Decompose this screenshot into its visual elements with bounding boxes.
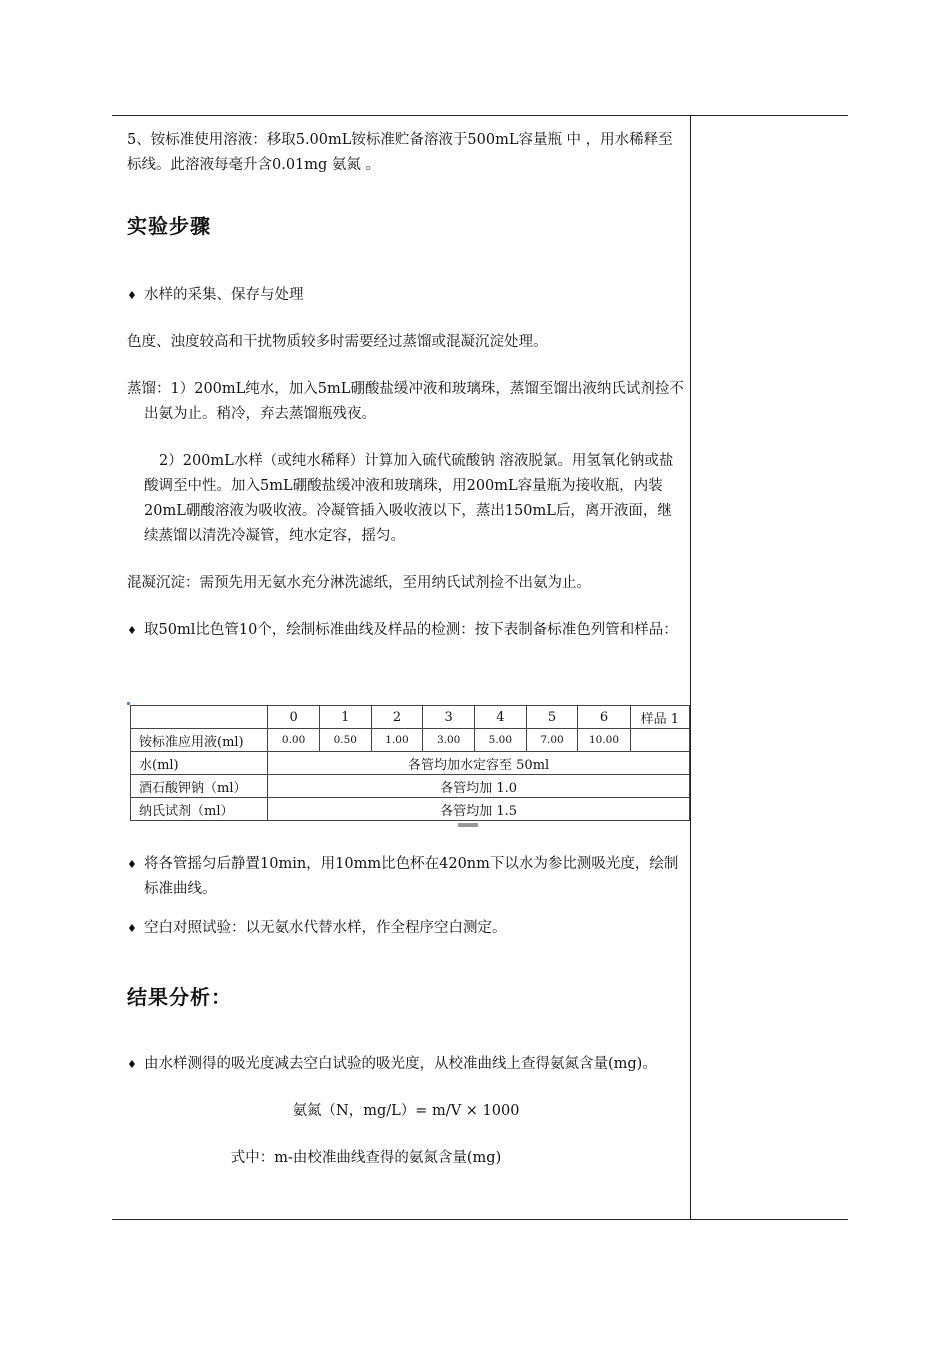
distillation-2-text: 2）200mL水样（或纯水稀释）计算加入硫代硫酸钠 溶液脱氯。用氢氧化钠或盐酸调至中性。加入5mL硼酸盐缓冲液和玻璃珠，用200mL容量瓶为接收瓶，内装20mL硼酸溶液为吸收液。冷凝管插入吸收液以下，蒸出150mL后，离开液面，继续蒸馏以清洗冷凝管，纯水定容，摇匀。 xyxy=(144,453,674,544)
table-header-cell: 3 xyxy=(423,706,475,729)
column-divider xyxy=(690,115,691,1220)
bottom-rule xyxy=(112,1219,848,1220)
table-header-cell: 1 xyxy=(319,706,371,729)
standard-series-table-wrapper xyxy=(130,705,690,823)
table-header-cell: 2 xyxy=(371,706,423,729)
table-cell: 5.00 xyxy=(475,729,527,752)
document-body xyxy=(127,128,685,643)
table-header-cell: 样品 1 xyxy=(630,706,689,729)
bullet-sampling xyxy=(127,283,685,308)
bullet-absorbance-text: 将各管摇匀后静置10min，用10mm比色杯在420nm下以水为参比测吸光度，绘制标准曲线。 xyxy=(144,856,679,897)
table-cell: 3.00 xyxy=(423,729,475,752)
table-merged-cell: 各管均加水定容至 50ml xyxy=(268,752,690,775)
table-merged-cell: 各管均加 1.0 xyxy=(268,775,690,798)
table-cell: 0.00 xyxy=(268,729,320,752)
table-header-cell: 4 xyxy=(475,706,527,729)
diamond-bullet-icon: ♦ xyxy=(127,922,137,935)
paragraph-coagulation: 混凝沉淀：需预先用无氨水充分淋洗滤纸，至用纳氏试剂捡不出氨为止。 xyxy=(127,575,591,591)
table-header-row xyxy=(131,706,690,729)
table-row xyxy=(131,752,690,775)
standard-series-table xyxy=(130,705,690,821)
document-body-lower xyxy=(127,852,685,1171)
table-row xyxy=(131,729,690,752)
bullet-colorimetric-tubes-text: 取50ml比色管10个，绘制标准曲线及样品的检测：按下表制备标准色列管和样品： xyxy=(144,622,678,638)
table-row xyxy=(131,798,690,821)
paragraph-distillation-2 xyxy=(127,449,685,549)
distillation-1-text: 蒸馏：1）200mL纯水，加入5mL硼酸盐缓冲液和玻璃珠，蒸馏至馏出液纳氏试剂捡不出氨为止。稍冷，弃去蒸馏瓶残夜。 xyxy=(127,381,684,422)
bullet-calc-text: 由水样测得的吸光度减去空白试验的吸光度，从校准曲线上查得氨氮含量(mg)。 xyxy=(144,1056,657,1072)
diamond-bullet-icon: ♦ xyxy=(127,624,137,637)
formula: 氨氮（N，mg/L）= m/V × 1000 xyxy=(292,1103,520,1119)
heading-experiment-steps: 实验步骤 xyxy=(127,214,211,238)
table-header-cell: 6 xyxy=(578,706,630,729)
table-row-label: 酒石酸钾钠（ml） xyxy=(131,775,268,798)
bullet-blank-test xyxy=(127,916,685,941)
bullet-colorimetric-tubes xyxy=(127,618,685,643)
table-cell xyxy=(630,729,689,752)
table-row-label: 铵标准应用液(ml) xyxy=(131,729,268,752)
heading-results: 结果分析： xyxy=(127,985,232,1009)
table-resize-marker xyxy=(458,823,478,827)
table-header-cell: 5 xyxy=(526,706,578,729)
table-row xyxy=(131,775,690,798)
table-cell xyxy=(131,706,268,729)
diamond-bullet-icon: ♦ xyxy=(127,1058,137,1071)
bullet-absorbance xyxy=(127,852,685,902)
diamond-bullet-icon: ♦ xyxy=(127,858,137,871)
top-rule xyxy=(112,115,848,116)
table-cell: 10.00 xyxy=(578,729,630,752)
diamond-bullet-icon: ♦ xyxy=(127,289,137,302)
table-header-cell: 0 xyxy=(268,706,320,729)
bullet-calc xyxy=(127,1052,685,1077)
table-row-label: 水(ml) xyxy=(131,752,268,775)
table-cell: 7.00 xyxy=(526,729,578,752)
intro-paragraph: 5、铵标准使用溶液：移取5.00mL铵标准贮备溶液于500mL容量瓶 中 ，用水稀释至标线。此溶液每毫升含0.01mg 氨氮 。 xyxy=(127,132,673,173)
bullet-blank-test-text: 空白对照试验：以无氨水代替水样，作全程序空白测定。 xyxy=(144,920,507,936)
formula-note: 式中：m-由校准曲线查得的氨氮含量(mg) xyxy=(230,1150,502,1166)
table-row-label: 纳氏试剂（ml） xyxy=(131,798,268,821)
paragraph-distillation-1 xyxy=(127,377,685,427)
bullet-sampling-text: 水样的采集、保存与处理 xyxy=(144,287,304,303)
paragraph-color-turbidity: 色度、浊度较高和干扰物质较多时需要经过蒸馏或混凝沉淀处理。 xyxy=(127,334,548,350)
table-cell: 1.00 xyxy=(371,729,423,752)
table-cell: 0.50 xyxy=(319,729,371,752)
table-merged-cell: 各管均加 1.5 xyxy=(268,798,690,821)
